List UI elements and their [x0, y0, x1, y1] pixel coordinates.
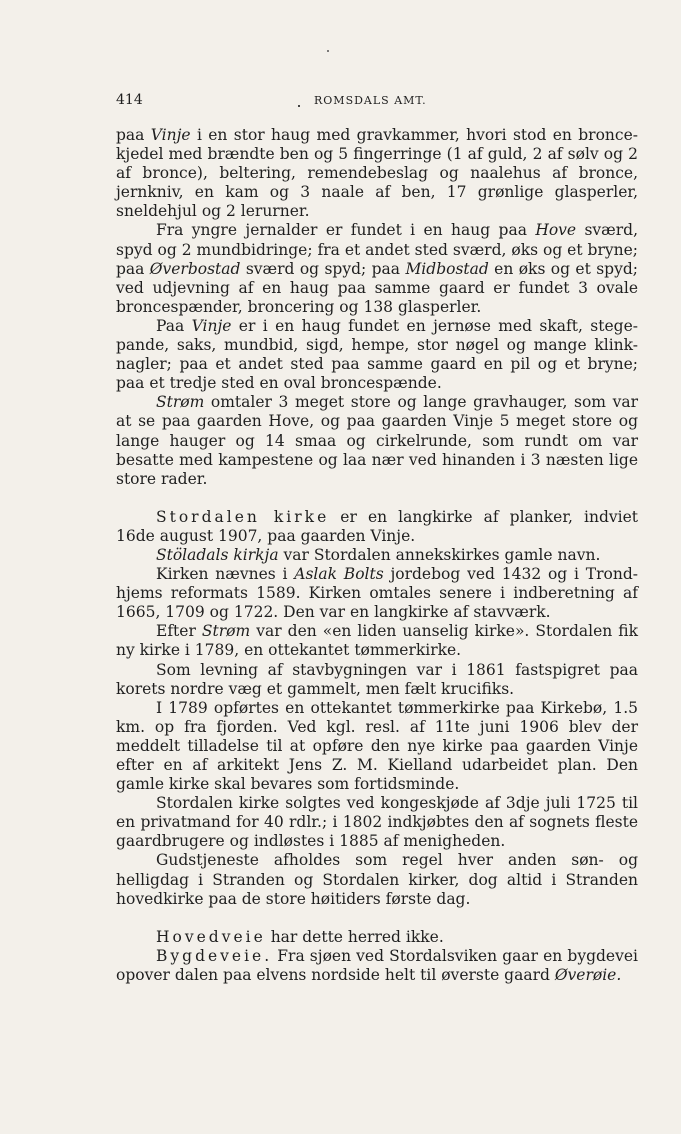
paragraph: Bygdeveie. Fra sjøen ved Stordalsviken gaar en bygdevei opover dalen paa elvens nordside helt til øverste gaard Øverøie. — [116, 946, 638, 984]
running-head: ROMSDALS AMT. — [314, 94, 427, 107]
paragraph: Som levning af stavbygningen var i 1861 fastspigret paa korets nordre væg et gammelt, men fælt krucifiks. — [116, 660, 638, 698]
place-name: Vinje — [191, 316, 232, 335]
place-name: Øverbostad — [149, 259, 241, 278]
paragraph: Paa Vinje er i en haug fundet en jernøse med skaft, stege-pande, saks, mundbid, sigd, hempe, stor nøgel og mange klink-nagler; paa et andet sted paa samme gaard en pil og et bryne; paa et tredje sted en oval broncespænde. — [116, 316, 638, 393]
place-name: Øverøie. — [554, 965, 622, 984]
paragraph: Stöladals kirkja var Stordalen annekskirkes gamle navn. — [156, 545, 601, 564]
paragraph: Kirken nævnes i Aslak Bolts jordebog ved 1432 og i Trond-hjems reformats 1589. Kirken omtales senere i indberetning af 1665, 1709 og 1722. Den var en langkirke af stavværk. — [116, 565, 638, 622]
page-header — [116, 92, 636, 112]
paragraph: I 1789 opførtes en ottekantet tømmerkirke paa Kirkebø, 1.5 km. op fra fjorden. Ved kgl. resl. af 11te juni 1906 blev der meddelt tilladelse til at opføre den nye kirke paa gaarden Vinje efter en af arkitekt Jens Z. M. Kielland udarbeidet plan. Den gamle kirke skal bevares som fortidsminde. — [116, 698, 638, 794]
section-heading: Bygdeveie. — [156, 946, 273, 965]
print-speck — [298, 105, 300, 107]
print-speck — [327, 50, 329, 52]
place-name: Midbostad — [405, 259, 489, 278]
paragraph: Stordalen kirke er en langkirke af planker, indviet 16de august 1907, paa gaarden Vinje. — [116, 507, 638, 545]
page-number: 414 — [116, 92, 143, 108]
source-name: Aslak Bolts — [294, 565, 384, 584]
place-name: Vinje — [150, 126, 191, 144]
old-name: Stöladals kirkja — [156, 545, 279, 564]
author-name: Strøm — [201, 622, 251, 641]
place-name: Hove — [535, 221, 577, 240]
section-heading: Stordalen kirke — [156, 507, 330, 526]
paragraph: Fra yngre jernalder er fundet i en haug paa Hove sværd, spyd og 2 mundbidringe; fra et andet sted sværd, øks og et bryne; paa Øverbostad sværd og spyd; paa Midbostad en øks og et spyd; ved udjevning af en haug paa samme gaard er fundet 3 ovale broncespænder, broncering og 138 glasperler. — [116, 221, 639, 316]
paragraph: Strøm omtaler 3 meget store og lange gravhauger, som var at se paa gaarden Hove, og paa gaarden Vinje 5 meget store og lange hauger og 14 smaa og cirkelrunde, som rundt om var besatte med kampestene og laa nær ved hinanden i 3 næsten lige store rader. — [116, 393, 638, 488]
paragraph: paa Vinje i en stor haug med gravkammer, hvori stod en bronce-kjedel med brændte ben og 5 fingerringe (1 af guld, 2 af sølv og 2 af bronce), beltering, remendebeslag og naalehus af bronce, jernkniv, en kam og 3 naale af ben, 17 grønlige glasperler, sneldehjul og 2 lerurner. — [116, 126, 638, 221]
paragraph: Gudstjeneste afholdes som regel hver anden søn- og helligdag i Stranden og Stordalen kirker, dog altid i Stranden hovedkirke paa de store høitiders første dag. — [116, 851, 638, 908]
paragraph: Stordalen kirke solgtes ved kongeskjøde af 3dje juli 1725 til en privatmand for 40 rdlr.; i 1802 indkjøbtes den af sognets fleste gaardbrugere og indløstes i 1885 af menigheden. — [116, 794, 638, 851]
paragraph: Efter Strøm var den «en liden uanselig kirke». Stordalen fik ny kirke i 1789, en ottekantet tømmerkirke. — [116, 622, 638, 660]
paragraph: Hovedveie har dette herred ikke. — [156, 927, 444, 946]
body-text — [116, 126, 638, 985]
section-heading: Hovedveie — [156, 927, 266, 946]
author-name: Strøm — [156, 393, 205, 412]
